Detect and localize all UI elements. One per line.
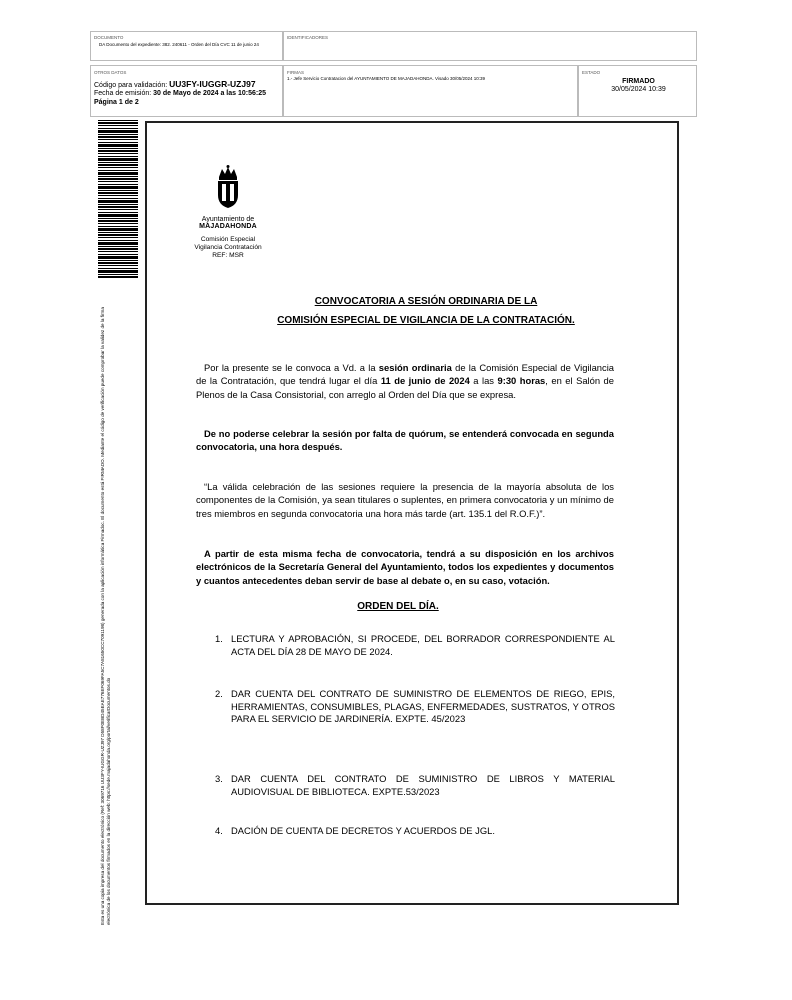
logo-subtitle bbox=[190, 236, 266, 260]
ayuntamiento-logo bbox=[190, 165, 266, 260]
documento-label: DOCUMENTO bbox=[94, 35, 124, 40]
orden-item-text: DAR CUENTA DEL CONTRATO DE SUMINISTRO DE LIBROS Y MATERIAL AUDIOVISUAL DE BIBLIOTECA. EXPTE.53/2023 bbox=[231, 773, 615, 797]
paragraph-rof: “La válida celebración de las sesiones requiere la presencia de la mayoría absoluta de los componentes de la Comisión, ya sean titulares o suplentes, en primera convocatoria y un mínimo de tres miembros en segunda convocatoria una hora más tarde (art. 135.1 del R.O.F.)”. bbox=[196, 481, 614, 519]
logo-sub2: Vigilancia Contratación bbox=[194, 244, 262, 251]
title-line1: CONVOCATORIA A SESIÓN ORDINARIA DE LA bbox=[314, 296, 538, 307]
header-otros-box bbox=[90, 65, 283, 117]
estado-fecha: 30/05/2024 10:39 bbox=[611, 86, 666, 93]
p1-c: de la Comisión Especial de Vigilancia de la Contratación, que tendrá lugar el día bbox=[196, 362, 615, 387]
fecha-value: 30 de Mayo de 2024 a las 10:56:25 bbox=[153, 90, 267, 97]
firmas-text: 1.- Jefe Servicio Contratacion del AYUNTAMIENTO DE MAJADAHONDA. Visado 30/05/2024 10:39 bbox=[287, 76, 486, 81]
title-line2: COMISIÓN ESPECIAL DE VIGILANCIA DE LA CONTRATACIÓN. bbox=[277, 315, 575, 326]
crown-coat-of-arms-icon bbox=[213, 165, 243, 209]
logo-sub1: Comisión Especial bbox=[200, 236, 256, 243]
paragraph-documentos: A partir de esta misma fecha de convocatoria, tendrá a su disposición en los archivos electrónicos de la Secretaría General del Ayuntamiento, todos los expedientes y documentos y cuantos antecedentes deban servir de base al debate o, en su caso, votación. bbox=[196, 548, 614, 586]
orden-item-1 bbox=[215, 633, 615, 658]
codigo-prefix: Código para validación: bbox=[94, 82, 168, 89]
fecha-prefix: Fecha de emisión: bbox=[94, 90, 152, 97]
pagina: Página 1 de 2 bbox=[94, 99, 139, 106]
logo-sub3: REF: MSR bbox=[212, 252, 244, 259]
identificadores-label: IDENTIFICADORES bbox=[287, 35, 329, 40]
firmas-label: FIRMAS bbox=[287, 70, 305, 75]
p1-a: Por la presente se le convoca a Vd. a la bbox=[204, 362, 379, 373]
p1-g: , en el Salón de Plenos de la Casa Consistorial, con arreglo al Orden del Día que se expresa. bbox=[196, 375, 614, 400]
orden-item-number: 2. bbox=[215, 688, 223, 699]
orden-item-3 bbox=[215, 773, 615, 798]
header-firmas-box bbox=[283, 65, 578, 117]
fecha-line bbox=[94, 90, 266, 99]
verification-side-text: Esta es una copia impresa del documento electrónico (Ref: 3069716 UU3FY-IUGGR-UZJ97 D58F0EBD45EAE776EF069FA5C7A81650CC7091198) generada con la aplicación informática Firmadoc. El documento está FIRMADO. Mediante el código de verificación puede comprobar la validez de la firma electrónica de los documentos firmados en la dirección web: https://sede.majadahonda.org/portal/verificarDocumentos.do bbox=[100, 307, 111, 925]
orden-item-text: DAR CUENTA DEL CONTRATO DE SUMINISTRO DE ELEMENTOS DE RIEGO, EPIS, HERRAMIENTAS, CONSUMIBLES, PLAGAS, ENFERMEDADES, SUSTRATOS, Y OTROS PARA EL SERVICIO DE JARDINERÍA. EXPTE. 45/2023 bbox=[231, 688, 615, 724]
orden-item-number: 1. bbox=[215, 633, 223, 644]
orden-item-text: LECTURA Y APROBACIÓN, SI PROCEDE, DEL BORRADOR CORRESPONDIENTE AL ACTA DEL DÍA 28 DE MAYO DE 2024. bbox=[231, 633, 615, 657]
header-identificadores-box bbox=[283, 31, 697, 61]
orden-item-number: 3. bbox=[215, 773, 223, 784]
logo-line1: Ayuntamiento de bbox=[201, 216, 255, 223]
p1-d: 11 de junio de 2024 bbox=[380, 375, 470, 387]
otros-label: OTROS DATOS bbox=[94, 70, 127, 75]
codigo-line bbox=[94, 80, 256, 91]
header-estado-box bbox=[578, 65, 697, 117]
codigo-value: UU3FY-IUGGR-UZJ97 bbox=[169, 79, 256, 89]
orden-item-text: DACIÓN DE CUENTA DE DECRETOS Y ACUERDOS DE JGL. bbox=[231, 825, 495, 836]
p1-f: 9:30 horas bbox=[497, 375, 546, 387]
documento-text: DA Documento del expediente: 382. 240611 - Orden del Día CVC 11 de junio 24 bbox=[99, 42, 259, 47]
orden-title: ORDEN DEL DÍA. bbox=[357, 601, 439, 612]
orden-item-4 bbox=[215, 825, 615, 838]
p1-b: sesión ordinaria bbox=[378, 362, 452, 373]
orden-item-number: 4. bbox=[215, 825, 223, 836]
header-documento-box bbox=[90, 31, 283, 61]
estado-label: ESTADO bbox=[582, 70, 601, 75]
estado-value: FIRMADO bbox=[622, 78, 655, 85]
orden-item-2 bbox=[215, 688, 615, 726]
paragraph-quorum: De no poderse celebrar la sesión por falta de quórum, se entenderá convocada en segunda convocatoria, una hora después. bbox=[196, 428, 614, 453]
barcode bbox=[98, 120, 138, 278]
paragraph-convocatoria bbox=[196, 361, 614, 401]
logo-line2: MAJADAHONDA bbox=[199, 223, 257, 230]
p1-e: a las bbox=[469, 375, 498, 387]
